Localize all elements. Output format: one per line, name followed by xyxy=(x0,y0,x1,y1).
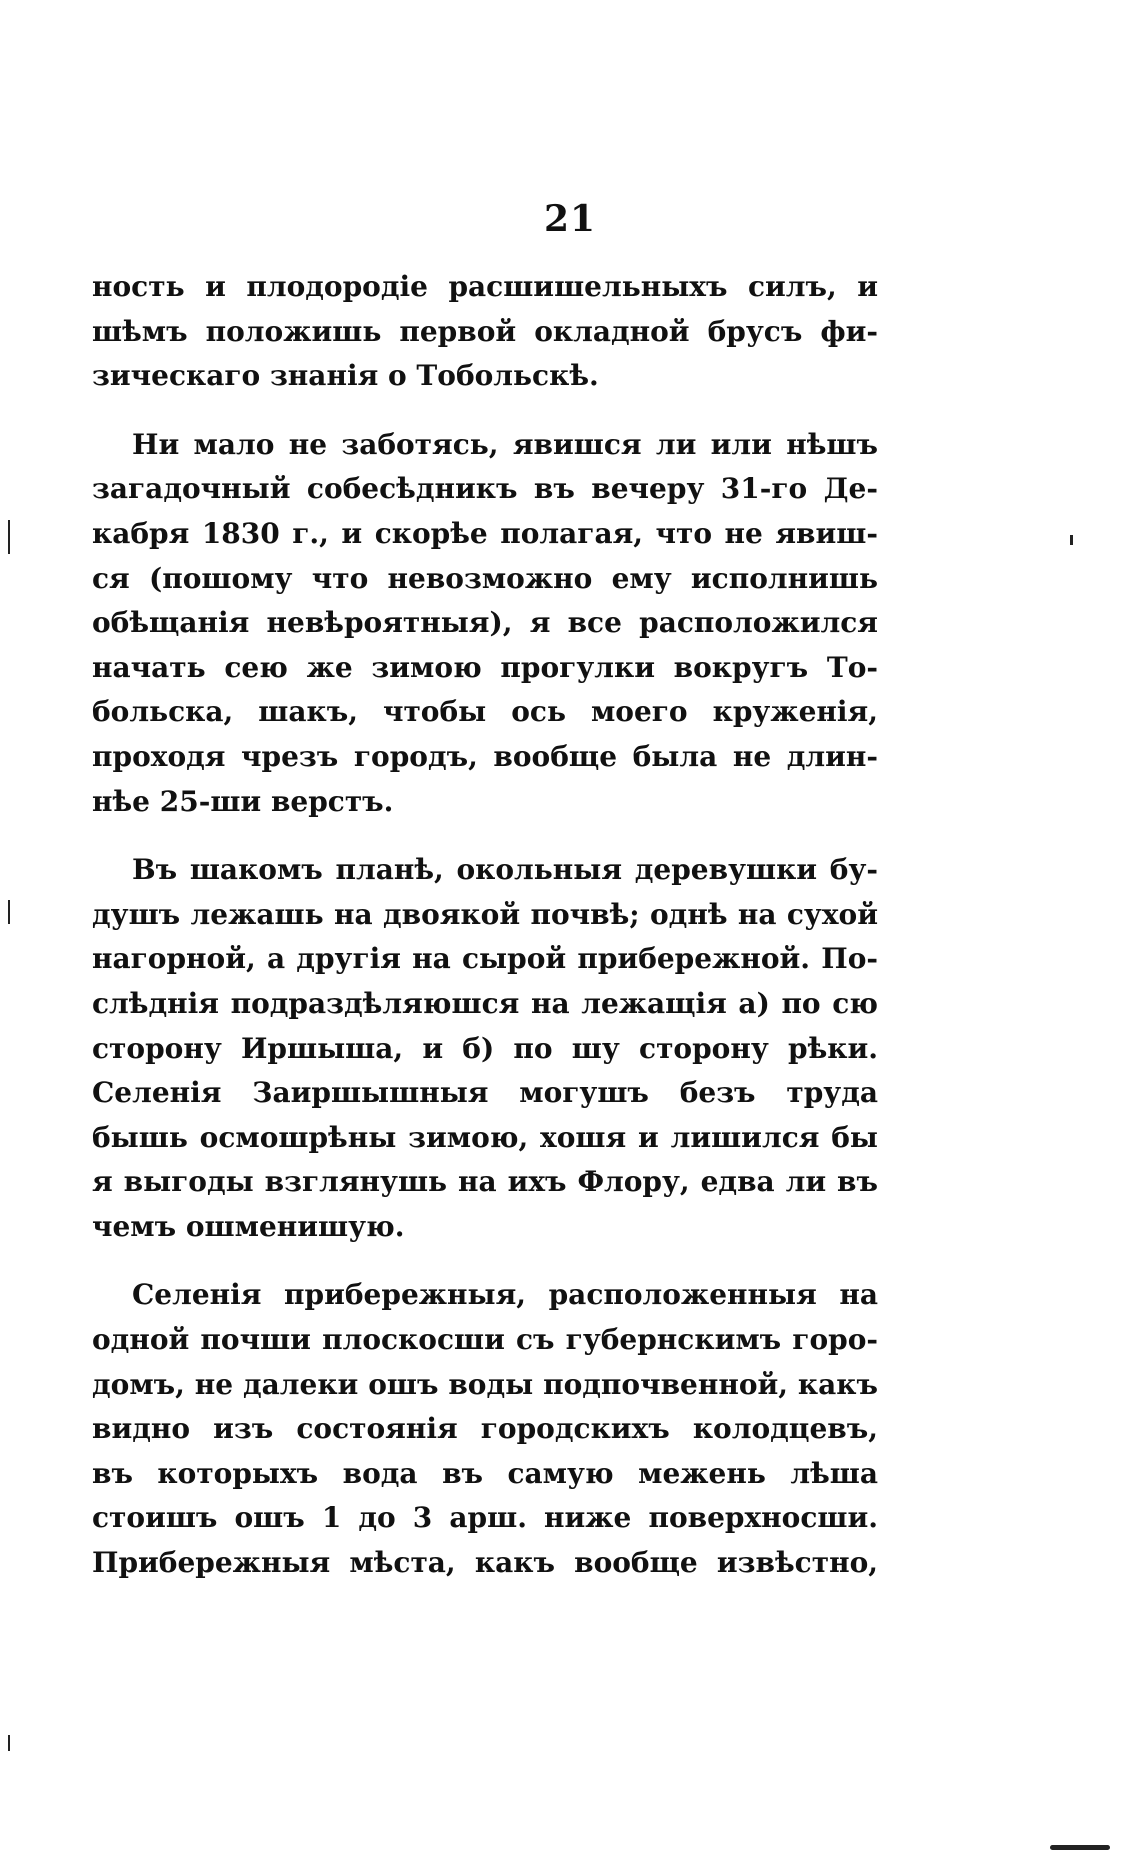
text-line: Селенія прибережныя, расположенныя на xyxy=(132,1278,878,1312)
text-line: зическаго знанія о Тобольскѣ. xyxy=(92,359,599,393)
text-line: шѣмъ положишь первой окладной брусъ фи- xyxy=(92,314,878,348)
scan-mark xyxy=(8,900,10,924)
text-line: проходя чрезъ городъ, вообще была не длин- xyxy=(92,739,878,773)
scan-mark xyxy=(8,520,10,554)
scan-mark xyxy=(1070,535,1073,545)
text-line: обѣщанія невѣроятныя), я все расположился xyxy=(92,606,878,640)
text-line: душъ лежашь на двоякой почвѣ; однѣ на сухой xyxy=(92,897,878,931)
text-line: домъ, не далеки ошъ воды подпочвенной, какъ xyxy=(92,1367,878,1401)
text-line: загадочный собесѣдникъ въ вечеру 31-го Де- xyxy=(92,472,878,506)
text-line: въ которыхъ вода въ самую межень лѣша xyxy=(92,1456,878,1490)
text-line: Ни мало не заботясь, явишся ли или нѣшъ xyxy=(132,427,878,461)
paragraph xyxy=(92,848,878,1249)
text-line: одной почши плоскосши съ губернскимъ горо- xyxy=(92,1323,878,1357)
text-line: больска, шакъ, чтобы ось моего круженія, xyxy=(92,695,878,729)
paragraph xyxy=(92,265,878,399)
paragraph xyxy=(92,1273,878,1585)
text-line: нагорной, а другія на сырой прибережной. По- xyxy=(92,942,878,976)
text-line: слѣднія подраздѣляюшся на лежащія а) по сю xyxy=(92,986,878,1020)
text-line: чемъ ошменишую. xyxy=(92,1209,405,1243)
text-line: видно изъ состоянія городскихъ колодцевъ, xyxy=(92,1412,878,1446)
text-line: ся (пошому что невозможно ему исполнишь xyxy=(92,561,878,595)
text-line: сторону Иршыша, и б) по шу сторону рѣки. xyxy=(92,1031,878,1065)
text-line: Прибережныя мѣста, какъ вообще извѣстно, xyxy=(92,1546,878,1580)
text-line: нѣе 25-ши верстъ. xyxy=(92,784,394,818)
text-line: кабря 1830 г., и скорѣе полагая, что не явиш- xyxy=(92,516,878,550)
text-line: Въ шакомъ планѣ, окольныя деревушки бу- xyxy=(132,853,878,887)
body-text xyxy=(92,265,878,1586)
scan-edge-mark xyxy=(1050,1845,1110,1850)
text-line: ность и плодородіе расшишельныхъ силъ, и xyxy=(92,270,878,303)
text-line: начать сею же зимою прогулки вокругъ То- xyxy=(92,650,878,684)
text-line: Селенія Заиршышныя могушъ безъ труда xyxy=(92,1076,878,1110)
text-line: бышь осмошрѣны зимою, хошя и лишился бы xyxy=(92,1120,878,1154)
text-line: я выгоды взглянушь на ихъ Флору, едва ли въ xyxy=(92,1165,878,1199)
scan-mark xyxy=(8,1735,10,1751)
paragraph xyxy=(92,423,878,824)
page-number: 21 xyxy=(543,198,597,240)
text-line: стоишъ ошъ 1 до 3 арш. ниже поверхносши. xyxy=(92,1501,878,1535)
